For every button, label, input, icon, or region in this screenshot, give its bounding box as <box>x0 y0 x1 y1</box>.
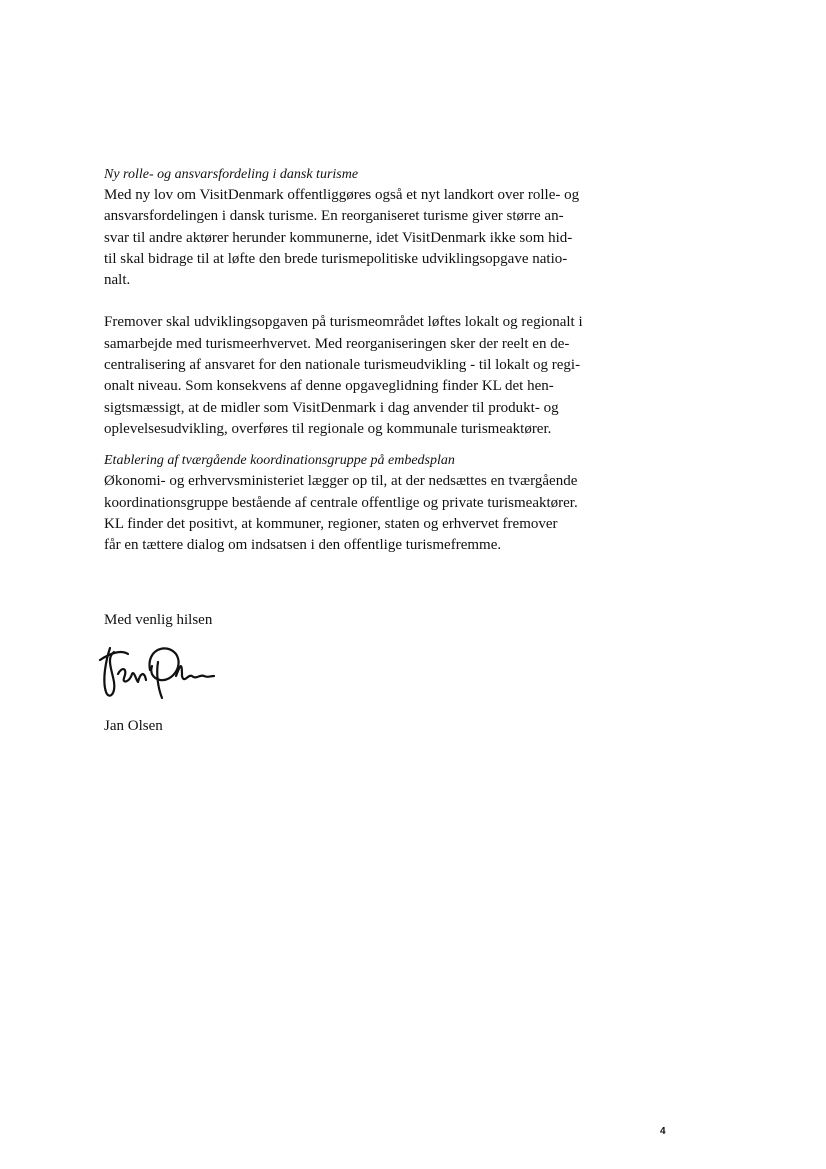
handwritten-signature <box>92 630 222 720</box>
text-line: KL finder det positivt, at kommuner, regioner, staten og erhvervet fremover <box>104 515 558 532</box>
signer-name: Jan Olsen <box>104 718 163 734</box>
paragraph-roles <box>104 185 634 291</box>
text-line: Med ny lov om VisitDenmark offentliggøres også et nyt landkort over rolle- og <box>104 187 580 203</box>
page-number: 4 <box>660 1126 666 1137</box>
text-line: Fremover skal udviklingsopgaven på turismeområdet løftes lokalt og regionalt i <box>104 314 583 331</box>
text-line: sigtsmæssigt, at de midler som VisitDenmark i dag anvender til produkt- og <box>104 399 559 416</box>
text-line: til skal bidrage til at løfte den brede turismepolitiske udviklingsopgave natio- <box>104 250 568 267</box>
section-heading-coordination: Etablering af tværgående koordinationsgruppe på embedsplan <box>104 453 455 469</box>
text-line: nalt. <box>104 272 131 289</box>
closing-greeting: Med venlig hilsen <box>104 612 213 628</box>
paragraph-coordination <box>104 471 634 556</box>
text-line: får en tættere dialog om indsatsen i den offentlige turismefremme. <box>104 537 502 554</box>
text-line: onalt niveau. Som konsekvens af denne opgaveglidning finder KL det hen- <box>104 378 554 395</box>
text-line: samarbejde med turismeerhvervet. Med reorganiseringen sker der reelt en de- <box>104 335 570 352</box>
text-line: centralisering af ansvaret for den nationale turismeudvikling - til lokalt og regi- <box>104 357 581 374</box>
text-line: ansvarsfordelingen i dansk turisme. En reorganiseret turisme giver større an- <box>104 208 564 225</box>
text-line: koordinationsgruppe bestående af centrale offentlige og private turismeaktører. <box>104 494 578 511</box>
paragraph-development <box>104 312 634 440</box>
text-line: oplevelsesudvikling, overføres til regionale og kommunale turismeaktører. <box>104 420 552 437</box>
letter-body <box>104 164 634 556</box>
text-line: svar til andre aktører herunder kommunerne, idet VisitDenmark ikke som hid- <box>104 229 573 246</box>
section-heading-roles: Ny rolle- og ansvarsfordeling i dansk turisme <box>104 167 359 182</box>
text-line: Økonomi- og erhvervsministeriet lægger op til, at der nedsættes en tværgående <box>104 473 578 490</box>
